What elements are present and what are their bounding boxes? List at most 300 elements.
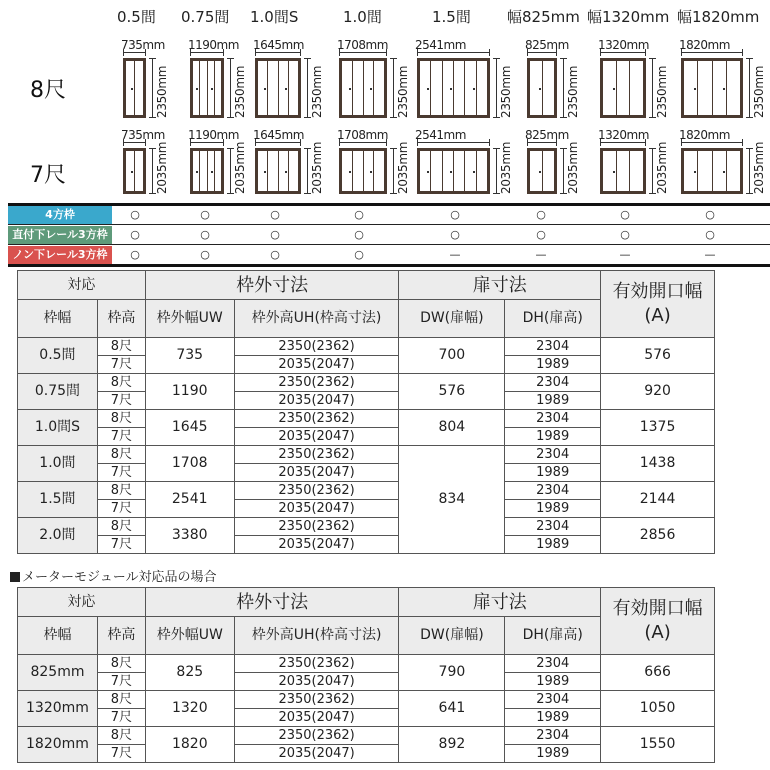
- height-dimension-label: 2350mm: [655, 65, 669, 118]
- door-handle-icon: [427, 88, 429, 90]
- door-panel: [543, 151, 555, 191]
- width-arrow-icon: [190, 142, 224, 143]
- door-panel: [135, 151, 143, 191]
- door-handle-icon: [131, 171, 133, 173]
- height-arrow-icon: [307, 148, 308, 194]
- door-handle-icon: [694, 171, 696, 173]
- door-height-dh-8shaku-cell: 2304: [505, 518, 601, 536]
- outer-height-uh-8shaku-cell: 2350(2362): [234, 518, 399, 536]
- height-arrow-icon: [152, 148, 153, 194]
- door-panel: [431, 61, 442, 115]
- door-width-dw-cell: 576: [399, 374, 505, 410]
- effective-opening-width-cell: 1438: [601, 446, 715, 482]
- header-waku-gai-sunpou: 枠外寸法: [145, 588, 399, 617]
- door-panel: [353, 61, 364, 115]
- width-dimension-label: 1645mm: [253, 128, 304, 142]
- height-dimension-label: 2350mm: [566, 65, 580, 118]
- frame-height-8shaku-cell: 8尺: [97, 410, 145, 428]
- available-circle-icon: ○: [536, 228, 546, 241]
- door-frame-diagram: [123, 148, 146, 194]
- door-frame-diagram: [123, 58, 146, 118]
- header-uh: 枠外高UH(枠高寸法): [234, 617, 399, 655]
- door-height-dh-8shaku-cell: 2304: [505, 338, 601, 356]
- header-uw: 枠外幅UW: [145, 300, 234, 338]
- table-row: [18, 482, 715, 500]
- outer-height-uh-7shaku-cell: 2035(2047): [234, 745, 399, 763]
- door-panel: [477, 61, 487, 115]
- frame-height-8shaku-cell: 8尺: [97, 446, 145, 464]
- outer-width-uw-cell: 1645: [145, 410, 234, 446]
- table-row: [18, 727, 715, 745]
- door-width-dw-cell: 804: [399, 410, 505, 446]
- door-frame-diagram: [190, 58, 224, 118]
- header-waku-gai-sunpou: 枠外寸法: [145, 271, 399, 300]
- door-panel: [543, 61, 555, 115]
- height-dimension-label: 2035mm: [155, 141, 169, 194]
- height-dimension-label: 2350mm: [233, 65, 247, 118]
- height-arrow-icon: [652, 58, 653, 118]
- door-handle-icon: [450, 88, 452, 90]
- frame-type-jikatsuke: 直付下レール3方枠: [8, 226, 112, 244]
- door-panel: [630, 151, 643, 191]
- door-frame-diagram: [527, 58, 557, 118]
- width-arrow-icon: [527, 52, 557, 53]
- effective-opening-width-cell: 2144: [601, 482, 715, 518]
- door-panel: [454, 151, 465, 191]
- table-row: [18, 374, 715, 392]
- door-panel: [126, 151, 135, 191]
- outer-width-uw-cell: 3380: [145, 518, 234, 554]
- effective-opening-width-cell: 666: [601, 655, 715, 691]
- door-panel: [698, 61, 712, 115]
- door-handle-icon: [211, 171, 213, 173]
- door-height-dh-7shaku-cell: 1989: [505, 673, 601, 691]
- width-arrow-icon: [123, 142, 146, 143]
- height-arrow-icon: [652, 148, 653, 194]
- door-height-dh-7shaku-cell: 1989: [505, 500, 601, 518]
- door-panel: [289, 61, 298, 115]
- frame-height-8shaku-cell: 8尺: [97, 691, 145, 709]
- door-panel: [454, 61, 465, 115]
- table-row: [18, 446, 715, 464]
- frame-type-4houwaku: 4方枠: [8, 206, 112, 224]
- available-circle-icon: ○: [200, 208, 210, 221]
- square-bullet-icon: [10, 572, 20, 582]
- outer-height-uh-8shaku-cell: 2350(2362): [234, 691, 399, 709]
- header-yuukou-sub: (A): [644, 305, 671, 326]
- header-yuukou-kaikou: [601, 588, 715, 655]
- meter-module-note: [10, 566, 216, 585]
- height-dimension-label: 2035mm: [233, 141, 247, 194]
- spec-table-standard-body: [18, 338, 715, 554]
- height-dimension-label: 2035mm: [499, 141, 513, 194]
- door-panel: [215, 61, 221, 115]
- header-yuukou-kaikou: [601, 271, 715, 338]
- height-arrow-icon: [749, 58, 750, 118]
- available-circle-icon: ○: [536, 208, 546, 221]
- width-arrow-icon: [527, 142, 557, 143]
- header-taiou: 対応: [18, 588, 146, 617]
- door-handle-icon: [473, 88, 475, 90]
- available-circle-icon: ○: [270, 228, 280, 241]
- door-height-dh-8shaku-cell: 2304: [505, 482, 601, 500]
- available-circle-icon: ○: [270, 208, 280, 221]
- door-handle-icon: [349, 88, 351, 90]
- width-dimension-label: 1320mm: [598, 38, 649, 52]
- door-panel: [268, 151, 278, 191]
- height-arrow-icon: [307, 58, 308, 118]
- header-wakudaka: 枠高: [97, 300, 145, 338]
- outer-width-uw-cell: 2541: [145, 482, 234, 518]
- table-row: [18, 518, 715, 536]
- height-arrow-icon: [230, 148, 231, 194]
- door-frame-diagram: [255, 58, 301, 118]
- meter-module-note-text: メーターモジュール対応品の場合: [22, 570, 217, 585]
- outer-height-uh-7shaku-cell: 2035(2047): [234, 500, 399, 518]
- width-dimension-label: 1708mm: [337, 128, 388, 142]
- door-frame-diagram: [681, 148, 743, 194]
- height-dimension-label: 2350mm: [310, 65, 324, 118]
- column-label-1-0ken-s: 1.0間S: [250, 8, 299, 26]
- outer-height-uh-8shaku-cell: 2350(2362): [234, 655, 399, 673]
- width-arrow-icon: [681, 142, 743, 143]
- height-dimension-label: 2035mm: [752, 141, 766, 194]
- door-frame-diagram: [255, 148, 301, 194]
- door-handle-icon: [613, 88, 615, 90]
- outer-width-uw-cell: 1190: [145, 374, 234, 410]
- column-label-1320: 幅1320mm: [587, 8, 670, 26]
- frame-table-bottom-rule: [8, 264, 770, 267]
- header-taiou: 対応: [18, 271, 146, 300]
- door-height-dh-7shaku-cell: 1989: [505, 745, 601, 763]
- door-panel: [698, 151, 712, 191]
- frame-height-8shaku-cell: 8尺: [97, 338, 145, 356]
- header-tobira-sunpou: 扉寸法: [399, 588, 601, 617]
- effective-opening-width-cell: 1375: [601, 410, 715, 446]
- door-handle-icon: [694, 88, 696, 90]
- height-arrow-icon: [393, 58, 394, 118]
- header-dw: DW(扉幅): [399, 300, 505, 338]
- width-arrow-icon: [600, 142, 646, 143]
- column-label-1-0ken: 1.0間: [343, 8, 382, 26]
- door-frame-diagram: [600, 148, 646, 194]
- height-arrow-icon: [152, 58, 153, 118]
- frame-height-7shaku-cell: 7尺: [97, 428, 145, 446]
- width-arrow-icon: [417, 52, 490, 53]
- header-uw: 枠外幅UW: [145, 617, 234, 655]
- width-dimension-label: 1645mm: [253, 38, 304, 52]
- outer-height-uh-8shaku-cell: 2350(2362): [234, 410, 399, 428]
- height-arrow-icon: [749, 148, 750, 194]
- available-circle-icon: ○: [620, 228, 630, 241]
- spec-table-meter-module-body: [18, 655, 715, 763]
- available-circle-icon: ○: [354, 248, 364, 261]
- door-panel: [279, 151, 289, 191]
- door-handle-icon: [211, 88, 213, 90]
- effective-opening-width-cell: 920: [601, 374, 715, 410]
- outer-width-uw-cell: 735: [145, 338, 234, 374]
- door-handle-icon: [264, 88, 266, 90]
- door-panel: [477, 151, 487, 191]
- spec-table-standard: [17, 270, 715, 554]
- available-circle-icon: ○: [200, 248, 210, 261]
- door-panel: [727, 61, 740, 115]
- width-dimension-label: 1708mm: [337, 38, 388, 52]
- available-circle-icon: ○: [130, 248, 140, 261]
- frame-height-7shaku-cell: 7尺: [97, 500, 145, 518]
- width-dimension-label: 1320mm: [598, 128, 649, 142]
- frame-table-divider: [8, 224, 770, 225]
- door-frame-diagram: [417, 58, 490, 118]
- table-row: [18, 338, 715, 356]
- door-width-dw-cell: 834: [399, 446, 505, 554]
- width-arrow-icon: [339, 142, 387, 143]
- column-label-0-5ken: 0.5間: [117, 8, 156, 26]
- width-dimension-label: 2541mm: [415, 128, 466, 142]
- door-panel: [603, 151, 617, 191]
- header-wakuhaba: 枠幅: [18, 300, 98, 338]
- door-panel: [342, 151, 353, 191]
- height-dimension-label: 2035mm: [655, 141, 669, 194]
- unavailable-dash-icon: —: [704, 248, 716, 261]
- available-circle-icon: ○: [450, 228, 460, 241]
- effective-opening-width-cell: 576: [601, 338, 715, 374]
- header-dh: DH(扉高): [505, 300, 601, 338]
- door-handle-icon: [285, 171, 287, 173]
- unavailable-dash-icon: —: [449, 248, 461, 261]
- door-height-dh-7shaku-cell: 1989: [505, 428, 601, 446]
- width-arrow-icon: [255, 52, 301, 53]
- door-height-dh-7shaku-cell: 1989: [505, 709, 601, 727]
- width-dimension-label: 735mm: [121, 128, 165, 142]
- door-height-dh-8shaku-cell: 2304: [505, 410, 601, 428]
- door-handle-icon: [196, 88, 198, 90]
- door-panel: [364, 151, 375, 191]
- outer-height-uh-7shaku-cell: 2035(2047): [234, 673, 399, 691]
- height-dimension-label: 2350mm: [155, 65, 169, 118]
- door-panel: [420, 61, 431, 115]
- frame-height-7shaku-cell: 7尺: [97, 709, 145, 727]
- height-arrow-icon: [496, 148, 497, 194]
- effective-opening-width-cell: 1550: [601, 727, 715, 763]
- frame-size-cell: 0.5間: [18, 338, 98, 374]
- height-dimension-label: 2350mm: [396, 65, 410, 118]
- door-handle-icon: [285, 88, 287, 90]
- door-panel: [200, 151, 207, 191]
- width-dimension-label: 2541mm: [415, 38, 466, 52]
- width-dimension-label: 1820mm: [679, 128, 730, 142]
- width-arrow-icon: [255, 142, 301, 143]
- door-panel: [630, 61, 643, 115]
- door-width-dw-cell: 641: [399, 691, 505, 727]
- door-panel: [713, 151, 727, 191]
- available-circle-icon: ○: [450, 208, 460, 221]
- width-arrow-icon: [123, 52, 146, 53]
- door-panel: [208, 61, 215, 115]
- door-height-dh-7shaku-cell: 1989: [505, 356, 601, 374]
- outer-height-uh-8shaku-cell: 2350(2362): [234, 446, 399, 464]
- column-label-825: 幅825mm: [507, 8, 580, 26]
- frame-height-7shaku-cell: 7尺: [97, 356, 145, 374]
- door-width-dw-cell: 790: [399, 655, 505, 691]
- door-handle-icon: [370, 171, 372, 173]
- available-circle-icon: ○: [354, 228, 364, 241]
- door-height-dh-7shaku-cell: 1989: [505, 464, 601, 482]
- door-handle-icon: [450, 171, 452, 173]
- outer-width-uw-cell: 1708: [145, 446, 234, 482]
- door-height-dh-8shaku-cell: 2304: [505, 446, 601, 464]
- frame-size-cell: 1.0間: [18, 446, 98, 482]
- outer-height-uh-8shaku-cell: 2350(2362): [234, 727, 399, 745]
- frame-size-cell: 1320mm: [18, 691, 98, 727]
- width-dimension-label: 1190mm: [188, 38, 239, 52]
- door-panel: [208, 151, 215, 191]
- frame-height-8shaku-cell: 8尺: [97, 655, 145, 673]
- available-circle-icon: ○: [270, 248, 280, 261]
- door-panel: [215, 151, 221, 191]
- door-panel: [530, 151, 543, 191]
- frame-height-7shaku-cell: 7尺: [97, 673, 145, 691]
- door-panel: [342, 61, 353, 115]
- door-frame-diagram: [681, 58, 743, 118]
- door-panel: [135, 61, 143, 115]
- door-panel: [258, 151, 268, 191]
- height-dimension-label: 2035mm: [566, 141, 580, 194]
- header-wakudaka: 枠高: [97, 617, 145, 655]
- unavailable-dash-icon: —: [535, 248, 547, 261]
- frame-size-cell: 825mm: [18, 655, 98, 691]
- frame-size-cell: 2.0間: [18, 518, 98, 554]
- door-panel: [443, 61, 454, 115]
- unavailable-dash-icon: —: [619, 248, 631, 261]
- door-height-dh-7shaku-cell: 1989: [505, 536, 601, 554]
- header-dw: DW(扉幅): [399, 617, 505, 655]
- door-panel: [530, 61, 543, 115]
- header-dh: DH(扉高): [505, 617, 601, 655]
- available-circle-icon: ○: [130, 228, 140, 241]
- door-height-dh-8shaku-cell: 2304: [505, 691, 601, 709]
- frame-height-8shaku-cell: 8尺: [97, 374, 145, 392]
- width-dimension-label: 735mm: [121, 38, 165, 52]
- door-panel: [374, 61, 384, 115]
- row-label-7shaku: 7尺: [30, 163, 66, 188]
- outer-height-uh-7shaku-cell: 2035(2047): [234, 428, 399, 446]
- door-height-dh-8shaku-cell: 2304: [505, 727, 601, 745]
- outer-height-uh-7shaku-cell: 2035(2047): [234, 464, 399, 482]
- door-panel: [126, 61, 135, 115]
- frame-size-cell: 0.75間: [18, 374, 98, 410]
- door-panel: [200, 61, 207, 115]
- outer-height-uh-7shaku-cell: 2035(2047): [234, 392, 399, 410]
- door-height-dh-7shaku-cell: 1989: [505, 392, 601, 410]
- height-dimension-label: 2350mm: [752, 65, 766, 118]
- door-handle-icon: [370, 88, 372, 90]
- door-panel: [465, 61, 476, 115]
- width-arrow-icon: [417, 142, 490, 143]
- door-panel: [431, 151, 442, 191]
- door-panel: [353, 151, 364, 191]
- height-arrow-icon: [496, 58, 497, 118]
- door-handle-icon: [473, 171, 475, 173]
- table-row: [18, 655, 715, 673]
- width-arrow-icon: [600, 52, 646, 53]
- door-handle-icon: [613, 171, 615, 173]
- available-circle-icon: ○: [620, 208, 630, 221]
- height-arrow-icon: [393, 148, 394, 194]
- outer-height-uh-8shaku-cell: 2350(2362): [234, 374, 399, 392]
- frame-height-7shaku-cell: 7尺: [97, 745, 145, 763]
- table-row: [18, 410, 715, 428]
- column-label-1-5ken: 1.5間: [432, 8, 471, 26]
- door-handle-icon: [264, 171, 266, 173]
- door-handle-icon: [723, 171, 725, 173]
- width-dimension-label: 1820mm: [679, 38, 730, 52]
- door-panel: [617, 151, 631, 191]
- header-yuukou-sub: (A): [644, 622, 671, 643]
- effective-opening-width-cell: 1050: [601, 691, 715, 727]
- door-frame-diagram: [600, 58, 646, 118]
- frame-table-divider: [8, 244, 770, 245]
- height-arrow-icon: [230, 58, 231, 118]
- outer-height-uh-7shaku-cell: 2035(2047): [234, 356, 399, 374]
- header-uh: 枠外高UH(枠高寸法): [234, 300, 399, 338]
- door-panel: [289, 151, 298, 191]
- column-label-0-75ken: 0.75間: [181, 8, 230, 26]
- door-panel: [193, 61, 200, 115]
- width-arrow-icon: [190, 52, 224, 53]
- available-circle-icon: ○: [130, 208, 140, 221]
- door-height-dh-8shaku-cell: 2304: [505, 374, 601, 392]
- height-dimension-label: 2350mm: [499, 65, 513, 118]
- door-panel: [684, 61, 698, 115]
- effective-opening-width-cell: 2856: [601, 518, 715, 554]
- height-arrow-icon: [563, 148, 564, 194]
- frame-height-8shaku-cell: 8尺: [97, 518, 145, 536]
- table-row: [18, 691, 715, 709]
- height-arrow-icon: [563, 58, 564, 118]
- frame-height-7shaku-cell: 7尺: [97, 464, 145, 482]
- door-panel: [364, 61, 375, 115]
- door-frame-diagram: [527, 148, 557, 194]
- frame-height-7shaku-cell: 7尺: [97, 536, 145, 554]
- door-handle-icon: [196, 171, 198, 173]
- spec-table-meter-module: [17, 587, 715, 763]
- door-frame-diagram: [417, 148, 490, 194]
- header-wakuhaba: 枠幅: [18, 617, 98, 655]
- row-label-8shaku: 8尺: [30, 78, 66, 103]
- available-circle-icon: ○: [705, 208, 715, 221]
- door-handle-icon: [131, 88, 133, 90]
- door-handle-icon: [539, 88, 541, 90]
- width-arrow-icon: [681, 52, 743, 53]
- column-label-1820: 幅1820mm: [677, 8, 760, 26]
- door-panel: [617, 61, 631, 115]
- outer-height-uh-8shaku-cell: 2350(2362): [234, 482, 399, 500]
- header-yuukou-label: 有効開口幅: [612, 598, 703, 619]
- height-dimension-label: 2035mm: [396, 141, 410, 194]
- door-handle-icon: [427, 171, 429, 173]
- available-circle-icon: ○: [354, 208, 364, 221]
- door-height-dh-8shaku-cell: 2304: [505, 655, 601, 673]
- header-tobira-sunpou: 扉寸法: [399, 271, 601, 300]
- frame-height-8shaku-cell: 8尺: [97, 727, 145, 745]
- door-panel: [684, 151, 698, 191]
- door-panel: [279, 61, 289, 115]
- available-circle-icon: ○: [200, 228, 210, 241]
- width-dimension-label: 1190mm: [188, 128, 239, 142]
- door-width-dw-cell: 700: [399, 338, 505, 374]
- frame-size-cell: 1.0間S: [18, 410, 98, 446]
